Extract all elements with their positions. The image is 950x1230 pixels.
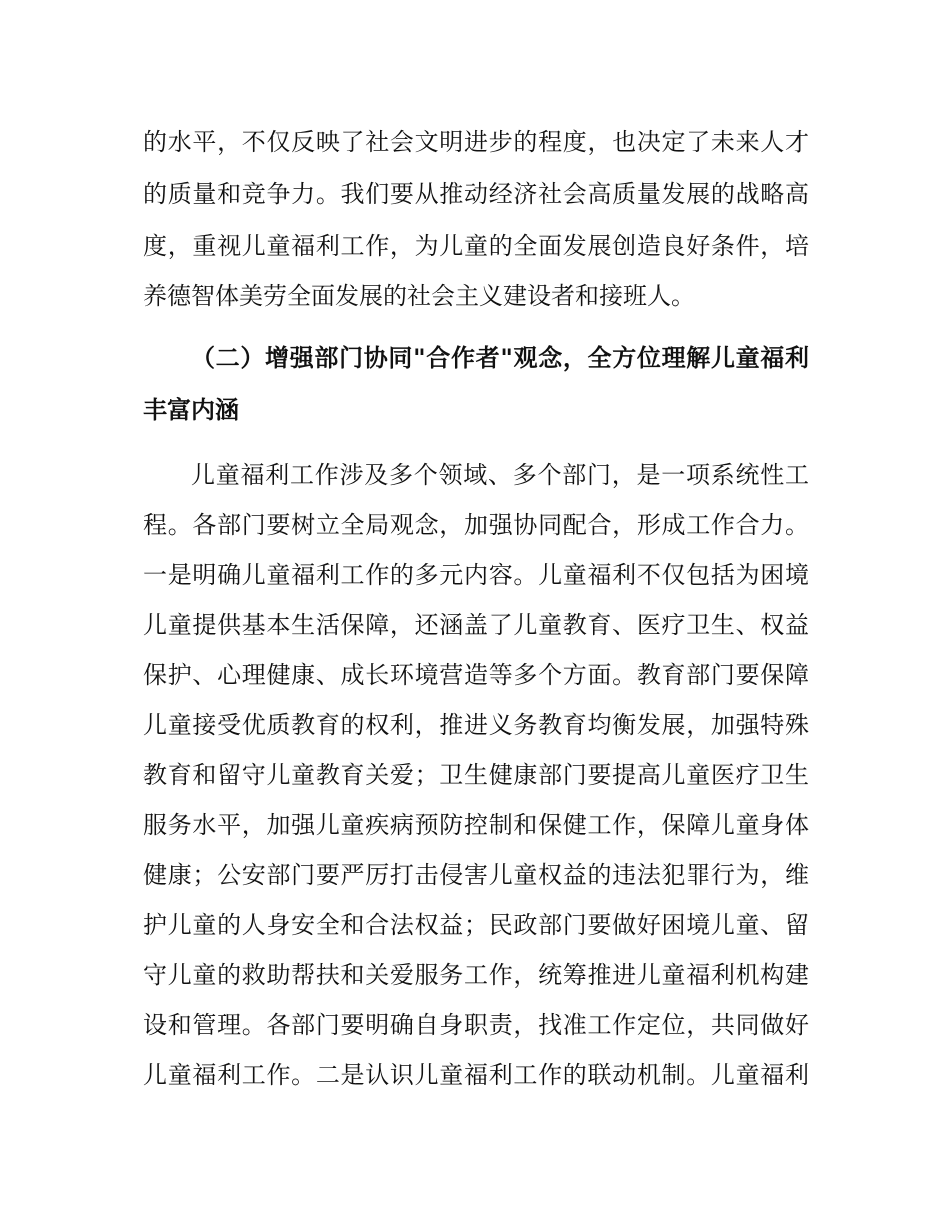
- heading-line: （二）增强部门协同"合作者"观念，全方位理解儿童福利: [191, 344, 809, 372]
- paragraph-line: 保护、心理健康、成长环境营造等多个方面。教育部门要保障: [143, 661, 809, 689]
- paragraph-line: 的质量和竞争力。我们要从推动经济社会高质量发展的战略高: [143, 180, 809, 208]
- paragraph-line: 健康；公安部门要严厉打击侵害儿童权益的违法犯罪行为，维: [143, 861, 809, 889]
- heading-line: 丰富内涵: [143, 396, 239, 424]
- paragraph-line: 儿童提供基本生活保障，还涵盖了儿童教育、医疗卫生、权益: [143, 611, 809, 639]
- paragraph-line: 一是明确儿童福利工作的多元内容。儿童福利不仅包括为困境: [143, 561, 809, 589]
- paragraph-line: 儿童接受优质教育的权利，推进义务教育均衡发展，加强特殊: [143, 711, 809, 739]
- paragraph-line: 儿童福利工作涉及多个领域、多个部门，是一项系统性工: [191, 461, 809, 489]
- paragraph-line: 儿童福利工作。二是认识儿童福利工作的联动机制。儿童福利: [143, 1061, 809, 1089]
- paragraph-line: 度，重视儿童福利工作，为儿童的全面发展创造良好条件，培: [143, 232, 809, 260]
- paragraph-line: 教育和留守儿童教育关爱；卫生健康部门要提高儿童医疗卫生: [143, 761, 809, 789]
- paragraph-line: 守儿童的救助帮扶和关爱服务工作，统筹推进儿童福利机构建: [143, 961, 809, 989]
- paragraph-line: 养德智体美劳全面发展的社会主义建设者和接班人。: [143, 282, 695, 310]
- paragraph-line: 程。各部门要树立全局观念，加强协同配合，形成工作合力。: [143, 511, 809, 539]
- paragraph-line: 的水平，不仅反映了社会文明进步的程度，也决定了未来人才: [143, 128, 809, 156]
- paragraph-line: 护儿童的人身安全和合法权益；民政部门要做好困境儿童、留: [143, 911, 809, 939]
- paragraph-line: 服务水平，加强儿童疾病预防控制和保健工作，保障儿童身体: [143, 811, 809, 839]
- paragraph-line: 设和管理。各部门要明确自身职责，找准工作定位，共同做好: [143, 1011, 809, 1039]
